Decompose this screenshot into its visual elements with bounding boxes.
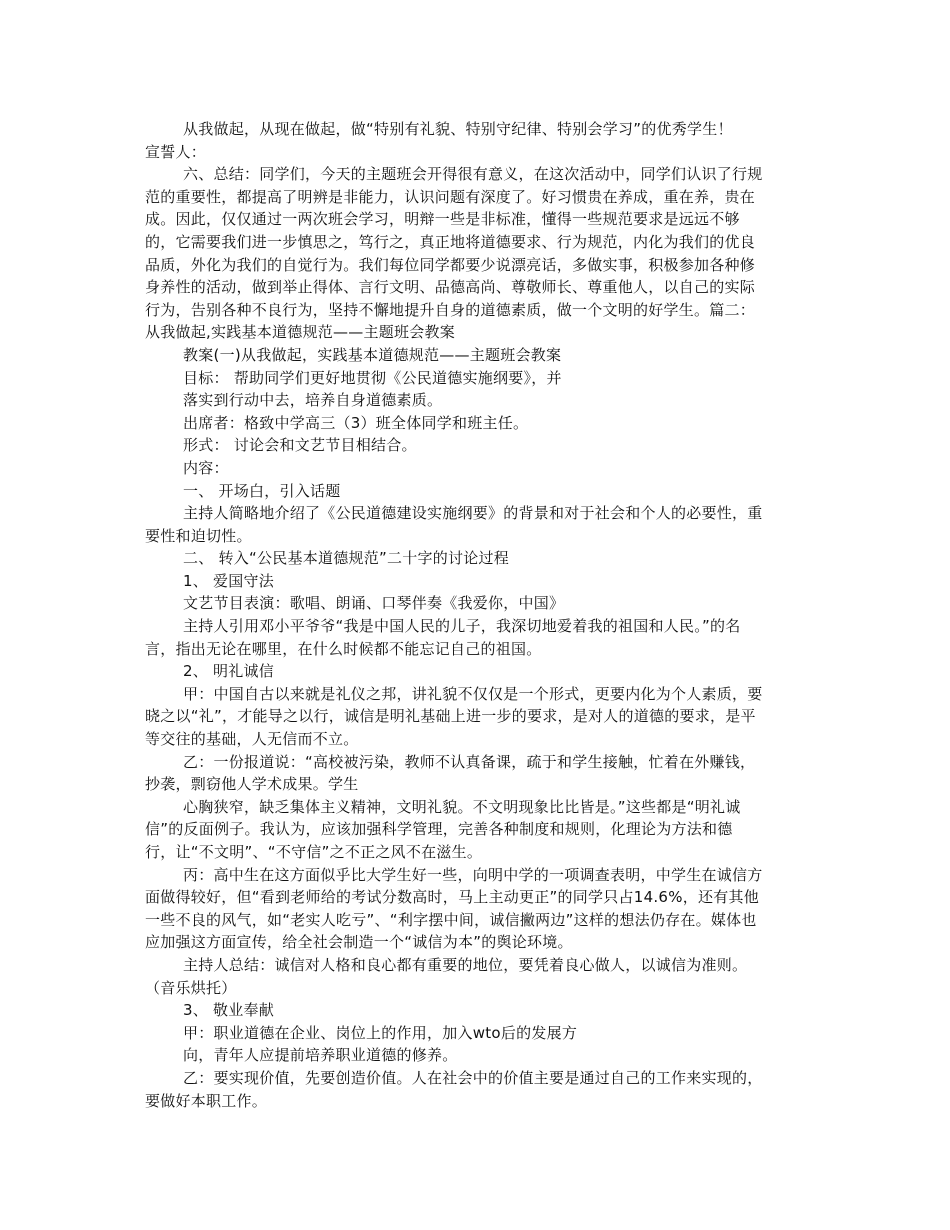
text-line: 宣誓人： (145, 142, 207, 161)
text-line: 的，它需要我们进一步慎思之，笃行之，真正地将道德要求、行为规范，内化为我们的优良 (145, 232, 756, 251)
text-line: （音乐烘托） (145, 978, 237, 997)
text-line: 要做好本职工作。 (145, 1091, 268, 1110)
text-line: 主持人总结：诚信对人格和良心都有重要的地位，要凭着良心做人，以诚信为准则。 (183, 955, 748, 974)
text-line: 1、 爱国守法 (183, 571, 275, 590)
text-line: 二、 转入“公民基本道德规范”二十字的讨论过程 (183, 549, 510, 568)
text-line: 从我做起，从现在做起，做“特别有礼貌、特别守纪律、特别会学习”的优秀学生！ (183, 120, 733, 138)
text-line: 内容： (183, 458, 229, 477)
text-line: 丙：高中生在这方面似乎比大学生好一些，向明中学的一项调查表明，中学生在诚信方 (183, 865, 763, 884)
text-line: 从我做起,实践基本道德规范——主题班会教案 (145, 323, 456, 342)
text-line: 落实到行动中去，培养自身道德素质。 (183, 391, 443, 410)
text-line: 范的重要性，都提高了明辨是非能力，认识问题有深度了。好习惯贵在养成，重在养，贵在 (145, 187, 756, 206)
text-line: 身养性的活动，做到举止得体、言行文明、品德高尚、尊敬师长、尊重他人，以自己的实际 (145, 278, 756, 297)
text-line: 3、 敬业奉献 (183, 1001, 275, 1020)
text-line: 向，青年人应提前培养职业道德的修养。 (183, 1046, 458, 1065)
text-line: 形式： 讨论会和文艺节目相结合。 (183, 436, 417, 455)
text-line: 抄袭，剽窃他人学术成果。学生 (145, 775, 359, 794)
text-line: 目标： 帮助同学们更好地贯彻《公民道德实施纲要》，并 (183, 368, 562, 387)
text-line: 教案(一)从我做起，实践基本道德规范——主题班会教案 (183, 345, 562, 364)
text-line: 2、 明礼诚信 (183, 662, 275, 681)
text-line: 要性和迫切性。 (145, 526, 252, 545)
text-line: 甲：中国自古以来就是礼仪之邦，讲礼貌不仅仅是一个形式，更要内化为个人素质，要 (183, 684, 763, 703)
text-line: 等交往的基础，人无信而不立。 (145, 730, 359, 749)
text-line: 行，让“不文明”、“不守信”之不正之风不在滋生。 (145, 843, 483, 861)
text-line: 主持人引用邓小平爷爷“我是中国人民的儿子，我深切地爱着我的祖国和人民。”的名 (183, 617, 741, 636)
text-line: 乙：一份报道说：“高校被污染，教师不认真备课，疏于和学生接触，忙着在外赚钱， (183, 752, 756, 771)
text-line: 行为，告别各种不良行为，坚持不懈地提升自身的道德素质，做一个文明的好学生。篇二： (145, 300, 756, 319)
text-line: 甲：职业道德在企业、岗位上的作用，加入wto后的发展方 (183, 1023, 578, 1042)
text-line: 成。因此，仅仅通过一两次班会学习，明辩一些是非标准，懂得一些规范要求是远远不够 (145, 210, 740, 229)
text-line: 品质，外化为我们的自觉行为。我们每位同学都要少说漂亮话，多做实事，积极参加各种修 (145, 255, 756, 274)
text-line: 应加强这方面宣传，给全社会制造一个“诚信为本”的舆论环境。 (145, 933, 573, 952)
text-line: 乙：要实现价值，先要创造价值。人在社会中的价值主要是通过自己的工作来实现的， (183, 1068, 763, 1087)
text-line: 信”的反面例子。我认为，应该加强科学管理，完善各种制度和规则，化理论为方法和德 (145, 820, 733, 839)
text-line: 一、 开场白，引入话题 (183, 481, 341, 500)
text-line: 言，指出无论在哪里，在什么时候都不能忘记自己的祖国。 (145, 639, 542, 658)
document-body (145, 118, 810, 1112)
text-line: 心胸狭窄，缺乏集体主义精神，文明礼貌。不文明现象比比皆是。”这些都是“明礼诚 (183, 797, 741, 816)
text-line: 面做得较好，但“看到老师给的考试分数高时，马上主动更正”的同学只占14.6%，还有其他 (145, 888, 759, 907)
text-line: 出席者：格致中学高三（3）班全体同学和班主任。 (183, 413, 529, 432)
text-line: 主持人简略地介绍了《公民道德建设实施纲要》的背景和对于社会和个人的必要性，重 (183, 504, 763, 523)
text-line: 文艺节目表演：歌唱、朗诵、口琴伴奏《我爱你，中国》 (183, 594, 565, 613)
text-line: 一些不良的风气，如“老实人吃亏”、“利字摆中间，诚信撇两边”这样的想法仍存在。媒体也 (145, 910, 757, 929)
text-line: 六、总结：同学们，今天的主题班会开得很有意义，在这次活动中，同学们认识了行规 (183, 165, 763, 184)
text-line: 晓之以“礼”，才能导之以行，诚信是明礼基础上进一步的要求，是对人的道德的要求，是平 (145, 707, 756, 726)
